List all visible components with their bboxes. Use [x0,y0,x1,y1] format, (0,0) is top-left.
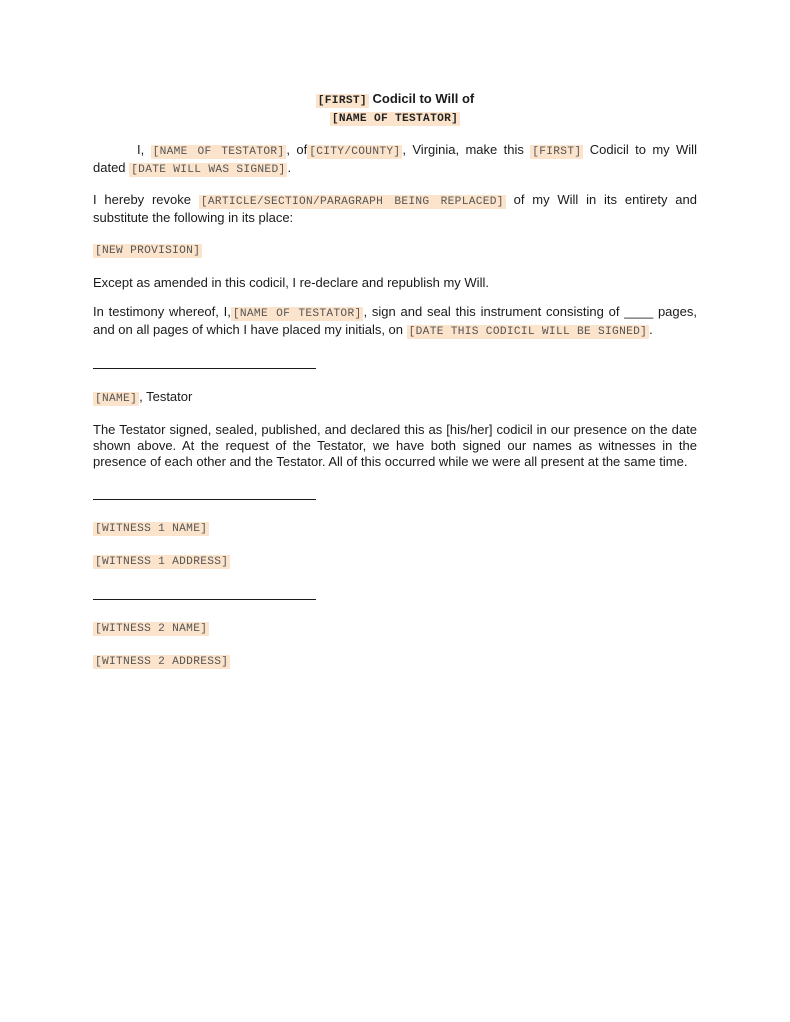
witness-2-address-line [93,652,697,670]
attestation-paragraph: The Testator signed, sealed, published, and declared this as [his/her] codicil in our presence on the date shown above. At the request of the Testator, we have both signed our names as witnesses in the presence of each other and the Testator. All of this occurred while we were all present at the same time. [93,422,697,469]
article-placeholder[interactable]: [ARTICLE/SECTION/PARAGRAPH BEING REPLACED] [200,196,504,208]
document-title [0,91,790,127]
redeclare-paragraph: Except as amended in this codicil, I re-declare and republish my Will. [93,275,489,290]
witness-1-signature-line[interactable] [93,499,316,500]
witness-1-address-placeholder[interactable]: [WITNESS 1 ADDRESS] [95,556,229,568]
witness-2-name-line [93,619,697,637]
codicil-date-placeholder[interactable]: [DATE THIS CODICIL WILL BE SIGNED] [408,326,648,338]
intro-paragraph [93,142,697,178]
title-line-1 [0,91,790,109]
revoke-text: of my Will in its entirety and substitute the following in its place: [93,192,697,225]
intro-text: , Virginia, make this [402,142,524,157]
revoke-text: I hereby revoke [93,192,191,207]
title-text: Codicil to Will of [372,91,475,106]
witness-1-address-line [93,552,697,570]
testimony-paragraph [93,304,697,340]
witness-2-address-placeholder[interactable]: [WITNESS 2 ADDRESS] [95,656,229,668]
witness-1-name-line [93,519,697,537]
revoke-paragraph [93,192,697,226]
intro-text: , of [286,142,308,157]
testator-name-placeholder[interactable]: [NAME OF TESTATOR] [152,146,285,158]
intro-text: . [287,160,292,175]
will-date-placeholder[interactable]: [DATE WILL WAS SIGNED] [131,164,286,176]
testimony-text: . [649,322,653,337]
testator-name-placeholder[interactable]: [NAME OF TESTATOR] [331,113,459,125]
witness-1-name-placeholder[interactable]: [WITNESS 1 NAME] [95,523,208,535]
ordinal-placeholder[interactable]: [FIRST] [532,146,582,158]
city-county-placeholder[interactable]: [CITY/COUNTY] [309,146,401,158]
witness-2-name-placeholder[interactable]: [WITNESS 2 NAME] [95,623,208,635]
testator-name-line [93,389,697,407]
new-provision-placeholder[interactable]: [NEW PROVISION] [95,245,201,257]
testator-signature-line[interactable] [93,368,316,369]
ordinal-placeholder[interactable]: [FIRST] [317,95,367,107]
testator-role-label: , Testator [139,389,193,404]
testimony-text: , sign and seal this instrument consisting of ____ pages, and on all pages of which I have placed my initials, on [93,304,697,337]
name-placeholder[interactable]: [NAME] [95,393,138,405]
title-line-2 [0,109,790,127]
intro-text: Codicil to my Will dated [93,142,697,175]
witness-2-signature-line[interactable] [93,599,316,600]
testimony-text: In testimony whereof, I, [93,304,231,319]
testator-name-placeholder[interactable]: [NAME OF TESTATOR] [232,308,362,320]
intro-text: I, [137,142,145,157]
new-provision-paragraph [93,241,697,259]
